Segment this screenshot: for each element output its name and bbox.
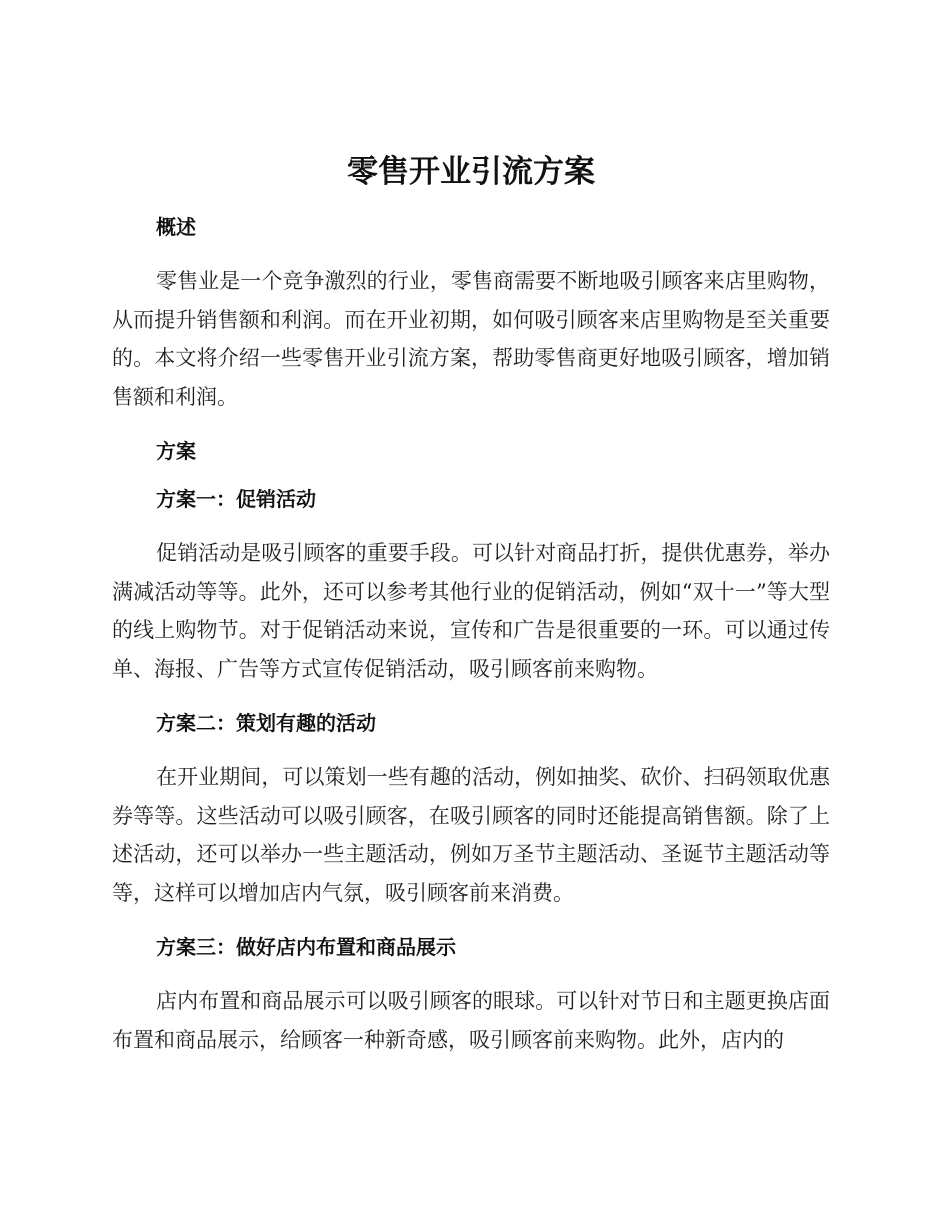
paragraph-plan-2: 在开业期间，可以策划一些有趣的活动，例如抽奖、砍价、扫码领取优惠券等等。这些活动可以吸引顾客，在吸引顾客的同时还能提高销售额。除了上述活动，还可以举办一些主题活动，例如万圣节主题活动、圣诞节主题活动等等，这样可以增加店内气氛，吸引顾客前来消费。 xyxy=(112,765,830,905)
document-title: 零售开业引流方案 xyxy=(347,154,595,190)
spacer xyxy=(112,416,830,438)
spacer xyxy=(112,736,830,758)
section-heading-overview: 概述 xyxy=(156,215,196,239)
section-heading-plan-1: 方案一：促销活动 xyxy=(156,487,316,511)
section-heading-plan-2: 方案二：策划有趣的活动 xyxy=(156,711,376,735)
spacer xyxy=(112,688,830,710)
spacer xyxy=(112,912,830,934)
paragraph-plan-3: 店内布置和商品展示可以吸引顾客的眼球。可以针对节日和主题更换店面布置和商品展示，给顾客一种新奇感，吸引顾客前来购物。此外，店内的 xyxy=(112,989,830,1052)
section-heading-plan-3: 方案三：做好店内布置和商品展示 xyxy=(156,935,456,959)
spacer xyxy=(112,960,830,982)
spacer xyxy=(112,512,830,534)
section-heading-plans: 方案 xyxy=(156,439,196,463)
paragraph-overview: 零售业是一个竞争激烈的行业，零售商需要不断地吸引顾客来店里购物，从而提升销售额和利润。而在开业初期，如何吸引顾客来店里购物是至关重要的。本文将介绍一些零售开业引流方案，帮助零售商更好地吸引顾客，增加销售额和利润。 xyxy=(112,269,830,409)
spacer xyxy=(112,464,830,486)
paragraph-plan-1: 促销活动是吸引顾客的重要手段。可以针对商品打折，提供优惠券，举办满减活动等等。此外，还可以参考其他行业的促销活动，例如“双十一”等大型的线上购物节。对于促销活动来说，宣传和广告是很重要的一环。可以通过传单、海报、广告等方式宣传促销活动，吸引顾客前来购物。 xyxy=(112,541,830,681)
spacer xyxy=(112,240,830,262)
